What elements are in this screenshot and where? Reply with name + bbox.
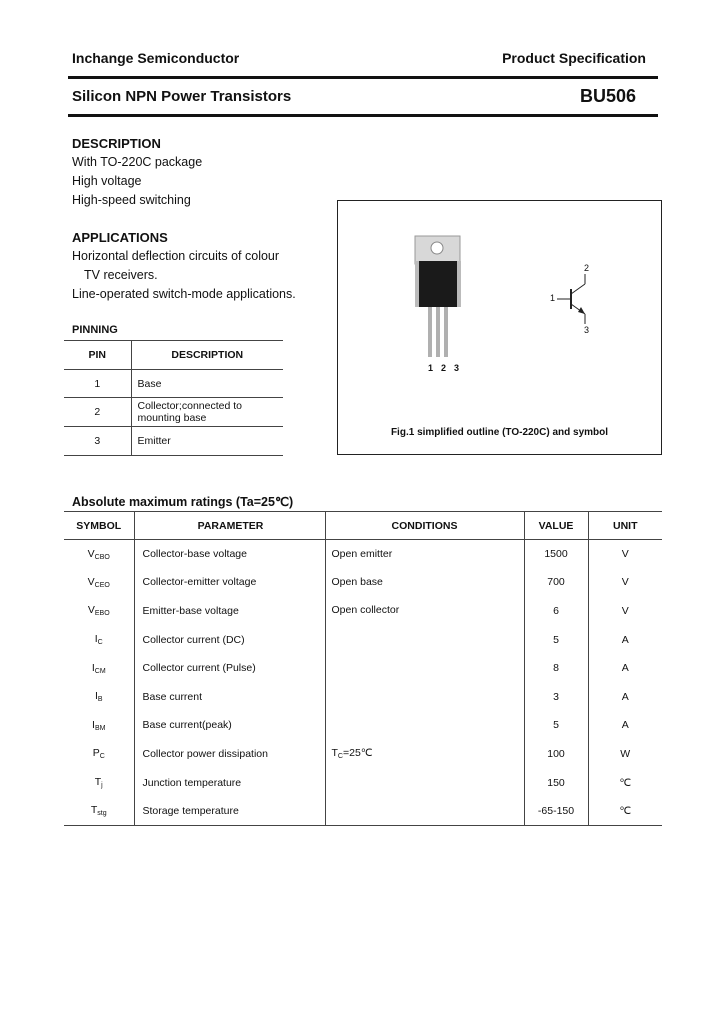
parameter-cell: Emitter-base voltage: [134, 597, 325, 626]
condition-text: T: [331, 747, 338, 760]
symbol-subscript: EBO: [94, 610, 110, 618]
symbol-cell: [64, 740, 134, 769]
col-header-conditions: CONDITIONS: [325, 512, 524, 540]
condition-subscript: C: [337, 753, 343, 761]
unit-cell: V: [621, 604, 629, 617]
unit-cell: A: [621, 719, 629, 732]
symbol-cell: [64, 568, 134, 597]
symbol-subscript: j: [101, 782, 103, 790]
symbol-letter: T: [90, 804, 98, 817]
unit-cell: A: [621, 662, 629, 675]
header-rule-top: [68, 76, 658, 79]
col-header-parameter: PARAMETER: [134, 512, 325, 540]
application-item: TV receivers.: [84, 268, 158, 282]
symbol-pin2-label: 2: [584, 263, 590, 273]
value-cell: 100: [524, 740, 588, 769]
table-row: [64, 568, 662, 597]
symbol-letter: V: [87, 547, 95, 560]
symbol-subscript: BM: [94, 724, 106, 732]
symbol-cell: [64, 540, 134, 569]
value-cell: 8: [524, 654, 588, 683]
figure-box: [337, 200, 662, 455]
header-rule-bottom: [68, 114, 658, 117]
table-row: [64, 370, 283, 398]
ratings-heading: Absolute maximum ratings (Ta=25℃): [72, 495, 294, 509]
table-row: [64, 740, 662, 769]
parameter-cell: Collector-base voltage: [134, 540, 325, 569]
package-illustration: [338, 201, 663, 456]
unit-cell: A: [621, 633, 629, 646]
table-row: [64, 768, 662, 797]
symbol-letter: I: [91, 661, 95, 674]
symbol-subscript: C: [97, 639, 103, 647]
symbol-letter: I: [94, 633, 98, 646]
symbol-cell: [64, 625, 134, 654]
pin-col-header: PIN: [64, 341, 131, 370]
applications-heading: APPLICATIONS: [72, 230, 168, 245]
pin-number: 1: [64, 370, 131, 398]
symbol-cell: [64, 768, 134, 797]
symbol-letter: V: [87, 575, 95, 588]
condition-text: Open base: [331, 575, 383, 588]
description-col-header: DESCRIPTION: [131, 341, 283, 370]
symbol-cell: [64, 654, 134, 683]
condition-text: Open collector: [331, 604, 400, 617]
unit-cell: ℃: [619, 776, 632, 789]
symbol-letter: I: [94, 690, 98, 703]
ratings-header-row: [64, 512, 662, 540]
parameter-cell: Junction temperature: [134, 768, 325, 797]
description-item: With TO-220C package: [72, 155, 203, 169]
table-row: [64, 654, 662, 683]
unit-cell: ℃: [588, 797, 662, 826]
pin-description: Emitter: [131, 427, 283, 456]
parameter-cell: Collector power dissipation: [134, 740, 325, 769]
conditions-cell: [325, 540, 524, 569]
symbol-pin1-label: 1: [550, 293, 556, 303]
symbol-subscript: C: [99, 753, 105, 761]
description-item: High voltage: [72, 174, 142, 188]
condition-text: Open emitter: [331, 547, 393, 560]
unit-cell: A: [621, 690, 629, 703]
value-cell: 5: [524, 711, 588, 740]
symbol-letter: I: [92, 718, 95, 731]
page-title: Silicon NPN Power Transistors: [72, 88, 292, 105]
col-header-symbol: SYMBOL: [64, 512, 134, 540]
parameter-cell: Collector-emitter voltage: [134, 568, 325, 597]
table-row: [64, 597, 662, 626]
conditions-cell: [325, 654, 524, 683]
part-number: BU506: [579, 86, 636, 106]
table-row: [64, 398, 283, 427]
table-row: [64, 540, 662, 569]
table-row: [64, 682, 662, 711]
value-cell: -65-150: [524, 797, 588, 826]
col-header-value: VALUE: [524, 512, 588, 540]
symbol-letter: T: [94, 776, 102, 789]
conditions-cell: [325, 797, 524, 826]
figure-caption: Fig.1 simplified outline (TO-220C) and symbol: [390, 427, 609, 438]
symbol-subscript: B: [97, 696, 103, 704]
company-name: Inchange Semiconductor: [72, 50, 240, 66]
parameter-cell: Base current: [134, 682, 325, 711]
value-cell: 3: [524, 682, 588, 711]
application-item: Line-operated switch-mode applications.: [72, 287, 296, 301]
value-cell: 1500: [524, 540, 588, 569]
symbol-letter: V: [87, 604, 95, 617]
symbol-cell: [64, 711, 134, 740]
symbol-cell: [64, 797, 134, 826]
value-cell: 150: [524, 768, 588, 797]
symbol-subscript: CEO: [94, 581, 110, 589]
parameter-cell: Collector current (DC): [134, 625, 325, 654]
table-row: [64, 625, 662, 654]
pin-number: 3: [64, 427, 131, 456]
pin-description: Base: [131, 370, 283, 398]
value-cell: 6: [524, 597, 588, 626]
value-cell: 700: [524, 568, 588, 597]
symbol-cell: [64, 682, 134, 711]
unit-cell: V: [621, 576, 629, 589]
parameter-cell: Base current(peak): [134, 711, 325, 740]
pin-description: Collector;connected to mounting base: [131, 398, 283, 427]
value-cell: 5: [524, 625, 588, 654]
unit-cell: W: [620, 747, 631, 760]
condition-tail: =25℃: [342, 747, 373, 760]
parameter-cell: Collector current (Pulse): [134, 654, 325, 683]
unit-cell: V: [621, 548, 629, 561]
ratings-table: [64, 511, 662, 826]
table-row: [64, 427, 283, 456]
pinning-header-row: [64, 341, 283, 370]
conditions-cell: [325, 625, 524, 654]
symbol-pin3-label: 3: [584, 325, 590, 335]
parameter-cell: Storage temperature: [134, 797, 325, 826]
description-item: High-speed switching: [72, 193, 191, 207]
symbol-subscript: stg: [97, 810, 107, 818]
pinning-heading: PINNING: [72, 324, 118, 336]
description-heading: DESCRIPTION: [72, 136, 161, 151]
conditions-cell: [325, 682, 524, 711]
package-pin-labels: 1 2 3: [428, 363, 461, 373]
conditions-cell: [325, 740, 524, 769]
table-row: [64, 797, 662, 826]
application-item: Horizontal deflection circuits of colour: [72, 249, 280, 263]
conditions-cell: [325, 597, 524, 626]
table-row: [64, 711, 662, 740]
pin-number: 2: [64, 398, 131, 427]
symbol-letter: P: [92, 747, 100, 760]
conditions-cell: [325, 711, 524, 740]
conditions-cell: [325, 768, 524, 797]
symbol-cell: [64, 597, 134, 626]
spec-label: Product Specification: [502, 50, 646, 66]
symbol-subscript: CBO: [94, 553, 110, 561]
pinning-table: [64, 340, 283, 456]
symbol-subscript: CM: [94, 667, 106, 675]
conditions-cell: [325, 568, 524, 597]
col-header-unit: UNIT: [588, 512, 662, 540]
